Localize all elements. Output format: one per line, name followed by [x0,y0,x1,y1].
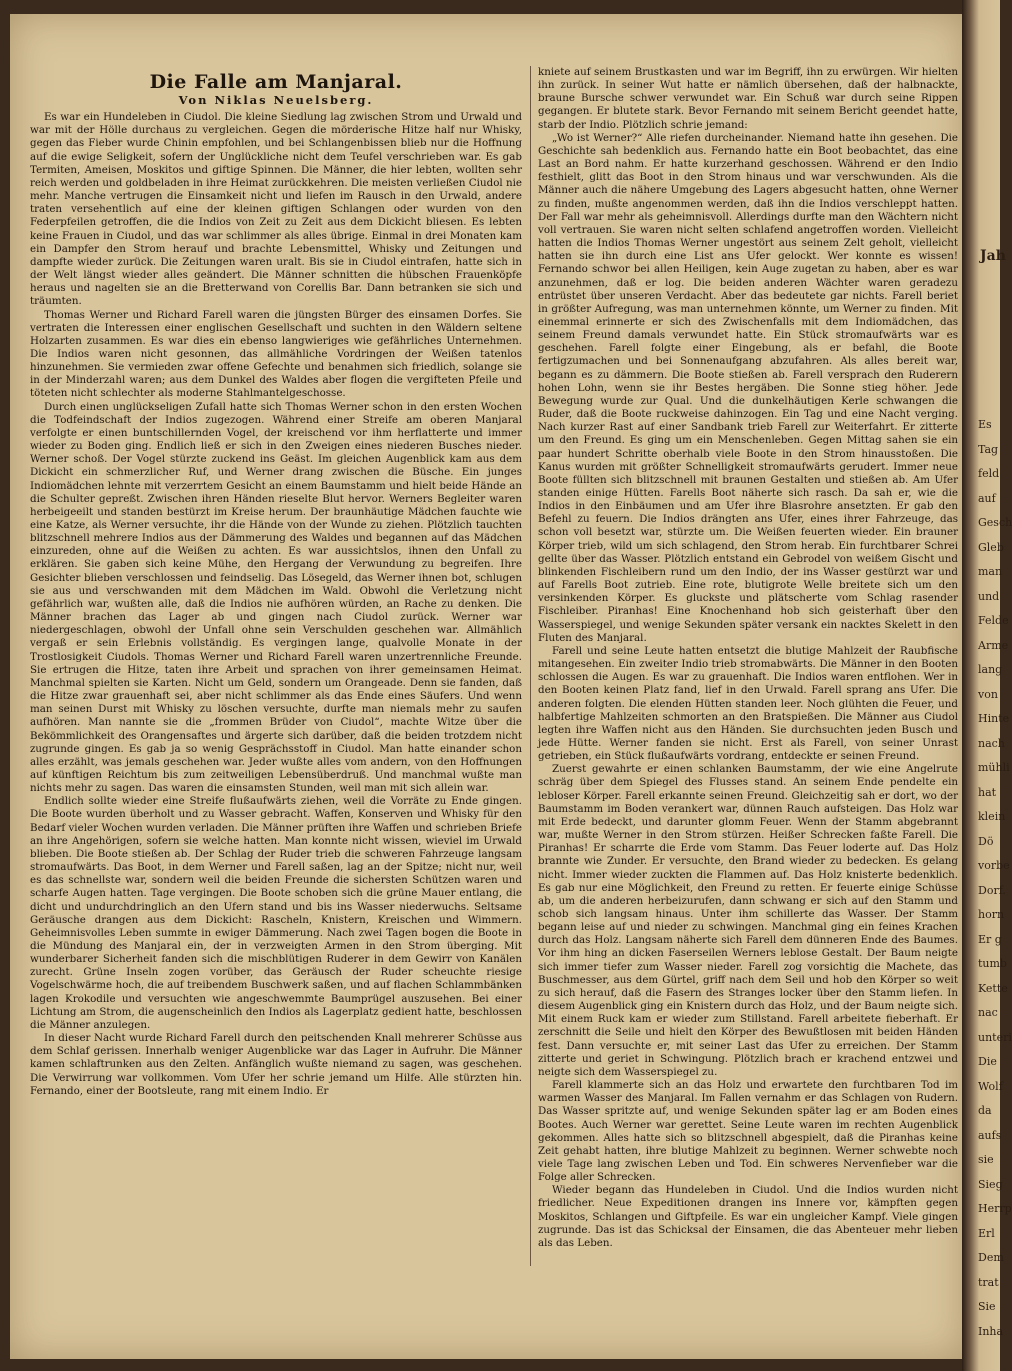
edge-fragment: Felde [978,614,1009,627]
edge-fragment: klein [978,810,1006,823]
article-paragraph: Farell und seine Leute hatten entsetzt die blutige Mahlzeit der Raubfische mitangesehen. Ein zweiter Indio trieb stromabwärts. Die Männer in den Booten schlossen die Augen. Es war zu grauenhaft. Die Indios waren entflohen. Wer in den Booten keinen Platz fand, lief in den Urwald. Farell sprang ans Ufer. Die anderen folgten. Die elenden Hütten standen leer. Noch glühten die Feuer, und halbfertige Mahlzeiten schmorten an den Bratspießen. Die Männer aus Ciudol legten ihre Waffen nicht aus den Händen. Sie durchsuchten jeden Busch und jede Hütte. Werner fanden sie nicht. Erst als Farell, von seiner Unrast getrieben, ein Stück flußaufwärts vordrang, entdeckte er seinen Freund. [538,644,958,763]
article-paragraph: „Wo ist Werner?“ Alle riefen durcheinander. Niemand hatte ihn gesehen. Die Geschichte sah bedenklich aus. Fernando hatte ein Boot beobachtet, das eine Last an Bord nahm. Er hatte kurzerhand geschossen. Während er den Indio festhielt, glitt das Boot in den Strom hinaus und war verschwunden. Als die Männer auch die nähere Umgebung des Lagers abgesucht hatten, ohne Werner zu finden, mußte angenommen werden, daß ihn die Indios verschleppt hatten. Der Fall war mehr als geheimnisvoll. Allerdings durfte man den Wächtern nicht voll vertrauen. Sie waren nicht selten schlafend angetroffen worden. Vielleicht hatten die Indios Thomas Werner ungestört aus seinem Zelt geholt, vielleicht hatten sie ihn durch eine List ans Ufer gelockt. Wer konnte es wissen! Fernando schwor bei allen Heiligen, kein Auge zugetan zu haben, aber es war anzunehmen, daß er log. Die beiden anderen Wächter waren geradezu entrüstet über unseren Verdacht. Aber das bedeutete gar nichts. Farell beriet in größter Aufregung, was man unternehmen könnte, um Werner zu finden. Mit einemmal erinnerte er sich des Zwischenfalls mit dem Indiomädchen, das seinem Freund damals verwundet hatte. Ein Stück stromaufwärts war es geschehen. Farell folgte einer Eingebung, als er befahl, die Boote fertigzumachen und bei Sonnenaufgang abzufahren. Als alles bereit war, begann es zu dämmern. Die Boote stießen ab. Farell versprach den Ruderern hohen Lohn, wenn sie ihr Bestes hergäben. Die Sonne stieg höher. Jede Bewegung wurde zur Qual. Und die dunkelhäutigen Kerle schwangen die Ruder, daß die Boote ruckweise dahinzogen. Ein Tag und eine Nacht verging. Nach kurzer Rast auf einer Sandbank trieb Farell zur Weiterfahrt. Er zitterte um den Freund. Es ging um ein Menschenleben. Gegen Mittag sahen sie ein paar hundert Schritte oberhalb viele Boote in den Strom hinausstoßen. Die Kanus wurden mit größter Schnelligkeit stromaufwärts gerudert. Immer neue Boote füllten sich blitzschnell mit braunen Gestalten und stießen ab. Am Ufer standen einige Hütten. Farells Boot näherte sich rasch. Da sah er, wie die Indios in den Einbäumen und am Ufer ihre Blasrohre ansetzten. Er gab den Befehl zu feuern. Die Indios drängten ans Ufer, eines ihrer Fahrzeuge, das schon voll besetzt war, stürzte um. Die Weißen feuerten wieder. Ein brauner Körper trieb, wild um sich schlagend, den Strom herab. Ein furchtbarer Schrei gellte über das Wasser. Plötzlich entstand ein Gebrodel von weißem Gischt und blinkenden Fischleibern rund um den Indio, der ins Wasser gestürzt war und auf Farells Boot zutrieb. Eine rote, blutigrote Welle breitete sich um den versinkenden Körper. Es gluckste und plätscherte vom Schlag rasender Fischleiber. Piranhas! Eine Knochenhand hob sich geisterhaft über den Wasserspiegel, und wenige Sekunden später versank ein nacktes Skelett in den Fluten des Manjaral. [538,131,958,644]
article-paragraph: In dieser Nacht wurde Richard Farell durch den peitschenden Knall mehrerer Schüsse aus dem Schlaf gerissen. Innerhalb weniger Augenblicke war das Lager in Aufruhr. Die Männer kamen schlaftrunken aus den Zelten. Anfänglich wußte niemand zu sagen, was geschehen. Die Verwirrung war vollkommen. Vom Ufer her schrie jemand um Hilfe. Alle stürzten hin. Fernando, einer der Bootsleute, rang mit einem Indio. Er [30,1032,522,1097]
edge-fragment: und [978,589,1000,603]
edge-fragment: vorbe [978,859,1010,872]
edge-fragment: Gesch [978,516,1012,529]
edge-fragment: Herrp [978,1202,1012,1215]
article-paragraph: Farell klammerte sich an das Holz und erwartete den furchtbaren Tod im warmen Wasser des Manjaral. Im Fallen vernahm er das Schlagen von Rudern. Das Wasser spritzte auf, und wenige Sekunden später lag er am Boden eines Bootes. Auch Werner war gerettet. Seine Leute waren im rechten Augenblick gekommen. Alles hatte sich so blitzschnell abgespielt, daß die Piranhas keine Zeit gehabt hatten, ihre blutige Mahlzeit zu beginnen. Werner schwebte noch viele Tage lang zwischen Leben und Tod. Ein schweres Nervenfieber war die Folge aller Schrecken. [538,1079,958,1184]
edge-fragment: von [978,687,998,701]
edge-fragment: Die [978,1055,997,1068]
column-divider [530,66,531,1266]
edge-fragment: Dem [978,1251,1004,1264]
article-paragraph: Thomas Werner und Richard Farell waren die jüngsten Bürger des einsamen Dorfes. Sie vertraten die Interessen einer englischen Gesellschaft und suchten in den Wäldern seltene Holzarten zusammen. Es war dies ein ebenso langwieriges wie gefährliches Unternehmen. Die Indios waren nicht gesonnen, das allmähliche Vordringen der Weißen tatenlos hinzunehmen. Sie vermieden zwar offene Gefechte und benahmen sich friedlich, solange sie in der Minderzahl waren; aus dem Dunkel des Waldes aber flogen die vergifteten Pfeile und töteten nicht schlechter als moderne Stahlmantelgeschosse. [30,308,522,400]
edge-fragment: hat [978,785,997,799]
edge-fragment: auf [978,491,996,505]
edge-fragment: man [978,565,1003,578]
edge-fragment: Erl [978,1226,995,1240]
article-paragraph: Endlich sollte wieder eine Streife flußaufwärts ziehen, weil die Vorräte zu Ende gingen. Die Boote wurden überholt und zu Wasser gebracht. Waffen, Konserven und Whisky für den Bedarf vieler Wochen wurden verladen. Die Männer prüften ihre Waffen und schrieben Briefe an ihre Angehörigen, sofern sie welche hatten. Man konnte nicht wissen, wieviel im Urwald blieben. Die Boote stießen ab. Der Schlag der Ruder trieb die schweren Fahrzeuge langsam stromaufwärts. Das Boot, in dem Werner und Farell saßen, lag an der Spitze; nicht nur, weil es das schnellste war, sondern weil die beiden Freunde die sichersten Schützen waren und scharfe Augen hatten. Tage vergingen. Die Boote schoben sich die grüne Mauer entlang, die dicht und undurchdringlich an den Ufern stand und bis ins Wasser niederwuchs. Seltsame Geräusche drangen aus dem Dickicht: Rascheln, Knistern, Kreischen und Wimmern. Geheimnisvolles Leben summte in ewiger Dämmerung. Nach zwei Tagen bogen die Boote in die Mündung des Manjaral ein, der in verzweigten Armen in den Strom überging. Mit wunderbarer Sicherheit fanden sich die mischblütigen Ruderer in dem Gewirr von Kanälen zurecht. Grüne Inseln zogen vorüber, das Geräusch der Ruder scheuchte riesige Vogelschwärme hoch, die auf treibendem Buschwerk saßen, und auf flachen Schlammbänken lagen Krokodile und versuchten wie angeschwemmte Baumprügel auszusehen. Bei einer Lichtung am Strom, die augenscheinlich den Indios als Lagerplatz gedient hatte, beschlossen die Männer anzulegen. [30,795,522,1031]
edge-fragment: unteri [978,1030,1012,1044]
edge-fragment: aufs [978,1128,1002,1142]
edge-fragment: Gleb [978,540,1004,554]
article-title: Die Falle am Manjaral. [149,71,403,93]
edge-fragment: da [978,1104,992,1117]
edge-fragment: Tag [978,442,999,456]
article-paragraph: kniete auf seinem Brustkasten und war im Begriff, ihn zu erwürgen. Wir hielten ihn zurück. In seiner Wut hatte er nämlich übersehen, daß der halbnackte, braune Bursche schwer verwundet war. Ein Schuß war durch seine Rippen gegangen. Er blutete stark. Bevor Fernando mit seinem Bericht geendet hatte, starb der Indio. Plötzlich schrie jemand: [538,66,958,131]
edge-fragment: sie [978,1153,994,1166]
edge-fragment: Wolf [978,1079,1003,1093]
edge-fragment: Sie [978,1300,996,1313]
edge-fragment: Arme [978,638,1009,652]
edge-fragment: Er g [978,932,1002,946]
article-paragraph: Es war ein Hundeleben in Ciudol. Die kleine Siedlung lag zwischen Strom und Urwald und war mit der Hölle durchaus zu vergleichen. Gegen die mörderische Hitze half nur Whisky, gegen das Fieber wurde Chinin empfohlen, und bei Schlangenbissen blieb nur die Hoffnung auf die ewige Seligkeit, sofern der Unglückliche nicht dem Teufel verschrieben war. Es gab Termiten, Ameisen, Moskitos und giftige Spinnen. Die Männer, die hier lebten, wollten sehr reich werden und goldbeladen in ihre Heimat zurückkehren. Die meisten verließen Ciudol nie mehr. Manche vertrugen die Einsamkeit nicht und liefen im Rausch in den Urwald, andere traten versehentlich auf eine der kleinen giftigen Schlangen oder wurden von den Federpfeilen getroffen, die die Indios von Zeit zu Zeit aus dem Dickicht bliesen. Es lebten keine Frauen in Ciudol, und das war schlimmer als alles übrige. Einmal in drei Monaten kam ein Dampfer den Strom herauf und brachte Lebensmittel, Whisky und Zeitungen und dampfte wieder zurück. Die Zeitungen waren uralt. Bis sie in Ciudol eintrafen, hatte sich in der Welt längst wieder alles geändert. Die Männer schnitten die hübschen Frauenköpfe heraus und nagelten sie an die Bretterwand von Corellis Bar. Dann betranken sie sich und träumten. [30,111,522,308]
article-left-column [30,58,522,1098]
edge-fragment: mühli [978,761,1010,774]
edge-fragment: Hinte [978,712,1010,725]
article-paragraph: Wieder begann das Hundeleben in Ciudol. Und die Indios wurden nicht friedlicher. Neue Expeditionen drangen ins Innere vor, kämpften gegen Moskitos, Schlangen und Giftpfeile. Es war ein ungleicher Kampf. Viele gingen zugrunde. Das ist das Schicksal der Einsamen, die das Abenteuer mehr lieben als das Leben. [538,1184,958,1249]
edge-fragment: nac [978,1006,998,1019]
edge-fragment: tumb [978,957,1007,970]
edge-fragment: Inha [978,1324,1004,1338]
edge-fragment: Dorf. [978,883,1006,897]
edge-fragment: feld [978,467,1000,480]
edge-fragment: lang [978,663,1003,676]
edge-fragment: Jah [980,248,1006,264]
article-author: Von Niklas Neuelsberg. [178,93,374,107]
article-paragraph: Durch einen unglückseligen Zufall hatte sich Thomas Werner schon in den ersten Wochen die Todfeindschaft der Indios zugezogen. Während einer Streife am oberen Manjaral verfolgte er einen buntschillernden Vogel, der kreischend vor ihm herflatterte und immer wieder zu Boden ging. Endlich ließ er sich in den Zweigen eines niederen Busches nieder. Werner schoß. Der Vogel stürzte zuckend ins Geäst. Im gleichen Augenblick kam aus dem Dickicht ein schmerzlicher Ruf, und Werner drang zwischen die Büsche. Ein junges Indiomädchen lehnte mit verzerrtem Gesicht an einem Baumstamm und hielt beide Hände an die Schulter gepreßt. Zwischen ihren Händen rieselte Blut hervor. Werners Begleiter waren herbeigeeilt und standen bestürzt im Kreise herum. Der braunhäutige Mädchen fauchte wie eine Katze, als Werner versuchte, ihr die Hände von der Wunde zu ziehen. Plötzlich tauchten blitzschnell mehrere Indios aus der Dämmerung des Waldes und begannen auf das Mädchen einzureden, ohne auf die Weißen zu achten. Es war aussichtslos, ihnen den Unfall zu erklären. Sie gaben sich keine Mühe, den Hergang der Verwundung zu begreifen. Ihre Gesichter blieben verschlossen und feindselig. Das Lösegeld, das Werner ihnen bot, schlugen sie aus und verschwanden mit dem Mädchen im Wald. Obwohl die Verletzung nicht gefährlich war, wußten alle, daß die Indios nie aufhören würden, an Rache zu denken. Die Männer brachen das Lager ab und gingen nach Ciudol zurück. Werner war niedergeschlagen, obwohl der Unfall ohne sein Verschulden geschehen war. Allmählich vergaß er sein Erlebnis vollständig. Es vergingen lange, qualvolle Monate in der Trostlosigkeit Ciudols. Thomas Werner und Richard Farell waren unzertrennliche Freunde. Sie ertrugen die Hitze, taten ihre Arbeit und sprachen von ihrer gemeinsamen Heimat. Manchmal spielten sie Karten. Nicht um Geld, sondern um Orangeade. Denn sie fanden, daß die Hitze zwar grauenhaft sei, aber nicht schlimmer als das Ende eines Säufers. Und wenn man seinen Durst mit Whisky zu löschen versuchte, durfte man niemals mehr zu saufen aufhören. Man nannte sie die „frommen Brüder von Ciudol“, machte Witze über die Bekömmlichkeit des Orangensaftes und ärgerte sich darüber, daß die beiden trotzdem nicht zugrunde gingen. Es gab ja so wenig Gesprächsstoff in Ciudol. Man hatte einander schon alles erzählt, was jemals geschehen war. Jeder wußte alles vom andern, von den Hoffnungen auf künftigen Reichtum bis zum zeitweiligen Lebensüberdruß. Und manchmal wußte man nichts mehr zu sagen. Das waren die einsamsten Stunden, weil man mit sich allein war. [30,400,522,795]
edge-fragment: Kette [978,981,1008,995]
edge-fragment: trat [978,1275,999,1289]
article-paragraph: Zuerst gewahrte er einen schlanken Baumstamm, der wie eine Angelrute schräg über dem Spiegel des Flusses stand. An seinem Ende pendelte ein lebloser Körper. Farell erkannte seinen Freund. Gleichzeitig sah er dort, wo der Baumstamm im Boden verankert war, dünnen Rauch aufsteigen. Das Holz war mit Erde bedeckt, und darunter glomm Feuer. Wenn der Stamm abgebrannt war, mußte Werner in den Strom stürzen. Heißer Schrecken faßte Farell. Die Piranhas! Er scharrte die Erde vom Stamm. Das Feuer loderte auf. Das Holz brannte wie Zunder. Er versuchte, den Brand wieder zu bedecken. Es gelang nicht. Immer wieder zuckten die Flammen auf. Das Holz knisterte bedenklich. Es gab nur eine Möglichkeit, den Freund zu retten. Er feuerte einige Schüsse ab, um die anderen herbeizurufen, dann schwang er sich auf den Stamm und schob sich langsam hinaus. Unter ihm schillerte das Wasser. Der Stamm begann leise auf und nieder zu schwingen. Manchmal ging ein feines Krachen durch das Holz. Langsam näherte sich Farell dem dünneren Ende des Baumes. Vor ihm hing an dicken Faserseilen Werners leblose Gestalt. Der Baum neigte sich immer tiefer zum Wasser nieder. Farell zog vorsichtig die Machete, das Buschmesser, aus dem Gürtel, griff nach dem Seil und hob den Körper so weit zu sich herauf, daß die Fasern des Stranges locker über den Stamm liefen. In diesem Augenblick ging ein Knistern durch das Holz, und der Baum neigte sich. Mit einem Ruck kam er wieder zum Stillstand. Farell arbeitete fieberhaft. Er zerschnitt die Seile und hielt den Körper des Bewußtlosen mit beiden Händen fest. Dann versuchte er, mit seiner Last das Ufer zu erreichen. Der Stamm zitterte und geriet in Schwingung. Plötzlich brach er krachend entzwei und neigte sich dem Wasserspiegel zu. [538,763,958,1078]
edge-fragment: Es [978,418,992,431]
edge-fragment: Sieg [978,1177,1003,1191]
edge-fragment: horn [978,908,1005,921]
edge-fragment: Dö [978,834,994,848]
edge-fragment: nach [978,736,1005,750]
article-right-column [538,66,958,1250]
